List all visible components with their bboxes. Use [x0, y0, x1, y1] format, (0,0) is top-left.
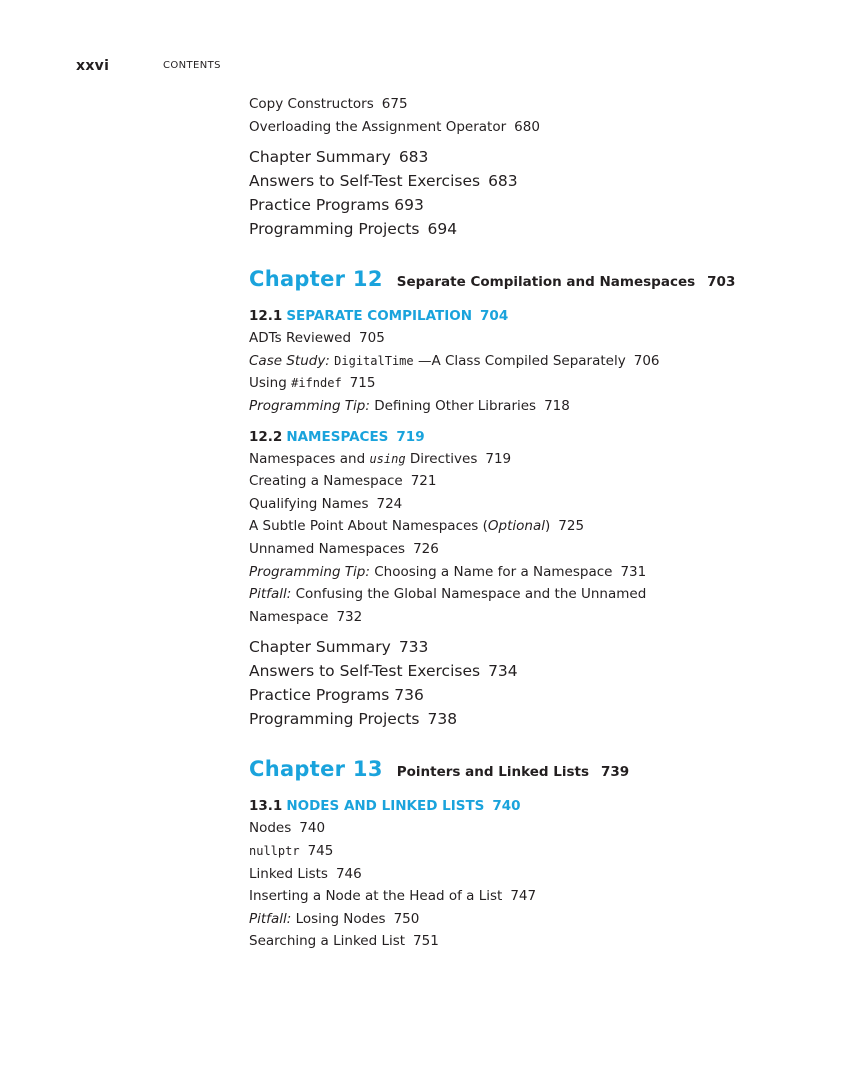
page-number: xxvi [76, 58, 110, 74]
end-matter-entry: Answers to Self-Test Exercises 683 [249, 172, 518, 191]
chapter-title: Separate Compilation and Namespaces [396, 274, 696, 291]
toc-entry: Copy Constructors 675 [249, 96, 408, 112]
section-heading: 12.2 NAMESPACES 719 [249, 428, 425, 445]
toc-entry: Qualifying Names 724 [249, 495, 403, 512]
toc-entry: Pitfall: Losing Nodes 750 [249, 910, 420, 927]
toc-entry: Pitfall: Confusing the Global Namespace and the Unnamed [249, 586, 647, 603]
end-matter-entry: Answers to Self-Test Exercises 734 [249, 662, 518, 681]
toc-entry: Searching a Linked List 751 [249, 933, 439, 950]
toc-entry: Programming Tip: Defining Other Libraries 718 [249, 397, 570, 414]
chapter-page: 703 [707, 274, 736, 291]
toc-entry: Inserting a Node at the Head of a List 747 [249, 888, 537, 905]
chapter-label: Chapter 13 [249, 757, 383, 782]
section-heading: 12.1 SEPARATE COMPILATION 704 [249, 308, 509, 325]
end-matter-entry: Chapter Summary 733 [249, 638, 429, 657]
chapter-page: 739 [600, 764, 630, 781]
toc-entry: nullptr 745 [249, 842, 334, 859]
end-matter-entry: Programming Projects 738 [249, 710, 458, 729]
toc-entry: Programming Tip: Choosing a Name for a Namespace 731 [249, 563, 647, 580]
end-matter-entry: Practice Programs 693 [249, 196, 424, 215]
toc-entry: ADTs Reviewed 705 [249, 330, 385, 347]
end-matter-entry: Practice Programs 736 [249, 686, 424, 705]
chapter-title: Pointers and Linked Lists [396, 764, 589, 781]
toc-entry: Nodes 740 [249, 820, 326, 837]
chapter-heading [249, 757, 829, 787]
toc-content [249, 93, 829, 953]
toc-entry: Creating a Namespace 721 [249, 473, 437, 490]
toc-entry: A Subtle Point About Namespaces (Optional) 725 [249, 518, 585, 535]
toc-entry: Linked Lists 746 [249, 865, 362, 882]
chapter-heading [249, 267, 829, 297]
toc-entry: Case Study: DigitalTime —A Class Compiled Separately 706 [249, 352, 660, 369]
toc-entry: Namespaces and using Directives 719 [249, 450, 512, 467]
section-heading: 13.1 NODES AND LINKED LISTS 740 [249, 798, 521, 815]
running-head: CONTENTS [163, 60, 221, 71]
end-matter-entry: Chapter Summary 683 [249, 148, 429, 167]
toc-entry: Using #ifndef 715 [249, 375, 376, 392]
toc-entry-continuation: Namespace 732 [249, 608, 363, 625]
chapter-label: Chapter 12 [249, 267, 383, 292]
toc-entry: Overloading the Assignment Operator 680 [249, 118, 540, 135]
end-matter-entry: Programming Projects 694 [249, 220, 458, 239]
toc-entry: Unnamed Namespaces 726 [249, 540, 439, 557]
